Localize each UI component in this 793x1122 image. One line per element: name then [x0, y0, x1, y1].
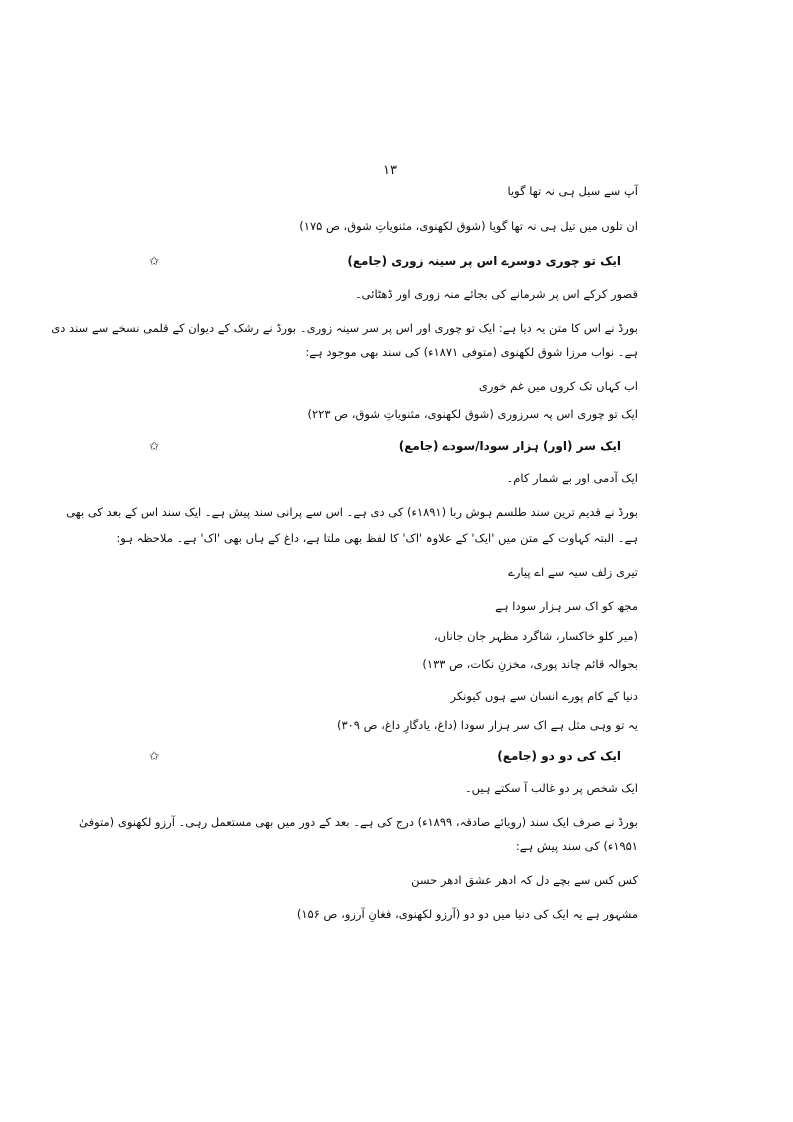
verse-line: (میر کلو خاکسار، شاگرد مظہر جان جاناں، — [433, 629, 638, 643]
verse-line: اب کہاں تک کروں میں غم خوری — [478, 379, 638, 393]
paragraph-line: ہے۔ البتہ کہاوت کے متن میں 'ایک' کے علاوہ 'اک' کا لفظ بھی ملتا ہے، داغ کے ہاں بھی 'اک' ہے۔ ملاحظہ ہو: — [116, 531, 638, 545]
star-icon: ✩ — [149, 439, 160, 453]
verse-line: ایک تو چوری اس پہ سرزوری (شوق لکھنوی، مثنویاتِ شوق، ص ۲۲۳) — [307, 407, 638, 421]
paragraph-line: بورڈ نے قدیم ترین سند طلسم ہوش ربا (۱۸۹۱ء) کی دی ہے۔ اس سے پرانی سند پیش ہے۔ ایک سند اس کے بعد کی بھی — [66, 505, 638, 519]
paragraph-line: ایک آدمی اور بے شمار کام۔ — [506, 471, 638, 485]
verse-line: مشہور ہے یہ ایک کی دنیا میں دو دو (آرزو لکھنوی، فغانِ آرزو، ص ۱۵۶) — [296, 907, 638, 921]
star-icon: ✩ — [149, 254, 160, 268]
paragraph-line: قصور کرکے اس پر شرمانے کی بجائے منہ زوری اور ڈھٹائی۔ — [354, 287, 638, 301]
paragraph-line: بورڈ نے اس کا متن یہ دیا ہے: ایک تو چوری اور اس پر سر سینہ زوری۔ بورڈ نے رشک کے دیوان کے قلمی نسخے سے سند دی — [51, 321, 638, 335]
paragraph-line: ۱۹۵۱ء) کی سند پیش ہے: — [515, 839, 638, 853]
verse-line: ان تلوں میں تیل ہی نہ تھا گویا (شوق لکھنوی، مثنویاتِ شوق، ص ۱۷۵) — [299, 219, 638, 233]
verse-line: دنیا کے کام پورے انسان سے ہوں کیونکر — [450, 689, 638, 703]
paragraph-line: ایک شخص پر دو غالب آ سکتے ہیں۔ — [464, 781, 638, 795]
section-heading: ایک کی دو دو (جامع) — [497, 749, 621, 763]
verse-line: آپ سے سیل ہی نہ تھا گویا — [507, 184, 638, 198]
page-number: ۱۳ — [383, 163, 397, 178]
paragraph-line: ہے۔ نواب مرزا شوق لکھنوی (متوفی ۱۸۷۱ء) کی سند بھی موجود ہے: — [305, 345, 638, 359]
verse-line: یہ تو وہی مثل ہے اک سر ہزار سودا (داغ، یادگارِ داغ، ص ۳۰۹) — [336, 718, 638, 732]
verse-line: کس کس سے بچے دل کہ ادھر عشق ادھر حسن — [411, 873, 638, 887]
verse-line: مجھ کو اک سر ہزار سودا ہے — [495, 599, 638, 613]
paragraph-line: بورڈ نے صرف ایک سند (رویائے صادقہ، ۱۸۹۹ء) درج کی ہے۔ بعد کے دور میں بھی مستعمل رہی۔ آرزو لکھنوی (متوفیٰ — [79, 815, 638, 829]
section-heading: ایک سر (اور) ہزار سودا/سودے (جامع) — [398, 439, 621, 453]
section-heading: ایک تو چوری دوسرے اس پر سینہ زوری (جامع) — [347, 254, 621, 268]
verse-line: بحوالہ قائم چاند پوری، مخزنِ نکات، ص ۱۳۳) — [422, 657, 638, 671]
verse-line: تیری زلف سیہ سے اے پیارے — [508, 565, 638, 579]
star-icon: ✩ — [149, 749, 160, 763]
